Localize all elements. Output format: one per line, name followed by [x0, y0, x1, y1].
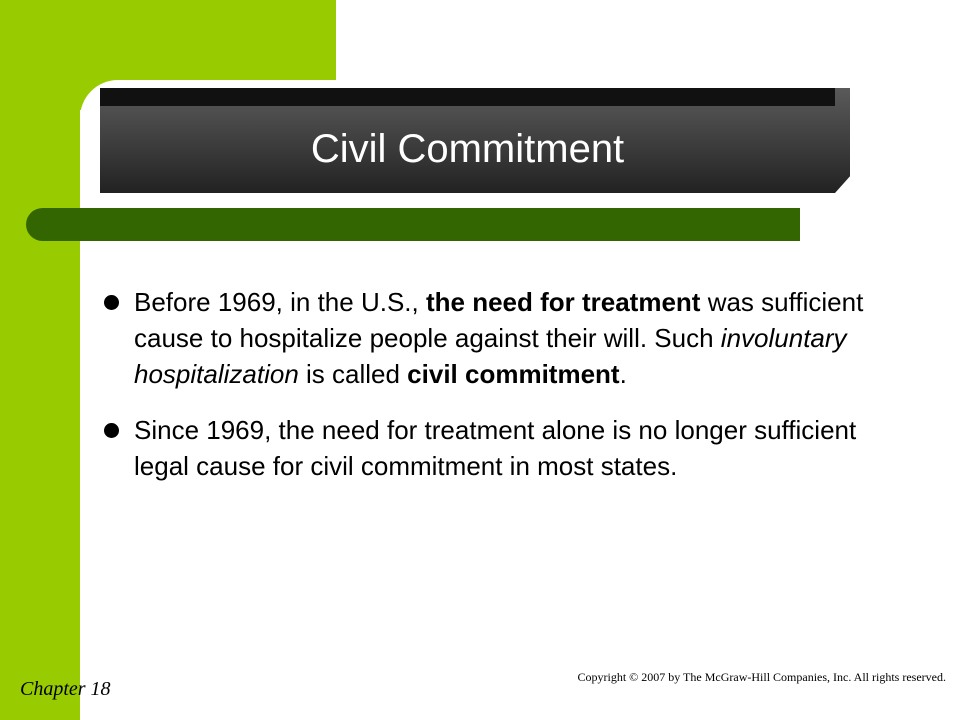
- green-accent-left: [0, 0, 80, 720]
- bullet1-italic-term: involuntary hospitalization: [134, 323, 847, 389]
- bullet1-text-cont: was sufficient cause to hospitalize people against their will. Such: [134, 287, 864, 353]
- bullet1-bold-need-for-treatment: the need for treatment: [425, 287, 701, 317]
- bullet2-text: Since 1969, the need for treatment alone is no longer sufficient legal cause for civil commitment in most states.: [134, 415, 857, 481]
- bullet-item-2: [104, 412, 864, 484]
- bullet-item-1: [104, 284, 864, 392]
- bullet1-period: .: [619, 359, 627, 389]
- title-underline-bar: [26, 208, 800, 241]
- slide-content: [104, 284, 864, 504]
- bullet-dot-icon: [104, 423, 119, 438]
- slide-title: Civil Commitment: [310, 127, 625, 171]
- bullet-dot-icon: [104, 295, 119, 310]
- chapter-label: Chapter 18: [20, 678, 111, 700]
- bullet1-bold-civil-commitment: civil commitment: [407, 359, 620, 389]
- bullet1-text-cont2: is called: [298, 359, 408, 389]
- copyright-notice: Copyright © 2007 by The McGraw-Hill Companies, Inc. All rights reserved.: [577, 670, 946, 684]
- bullet1-text: Before 1969, in the U.S.,: [134, 287, 426, 317]
